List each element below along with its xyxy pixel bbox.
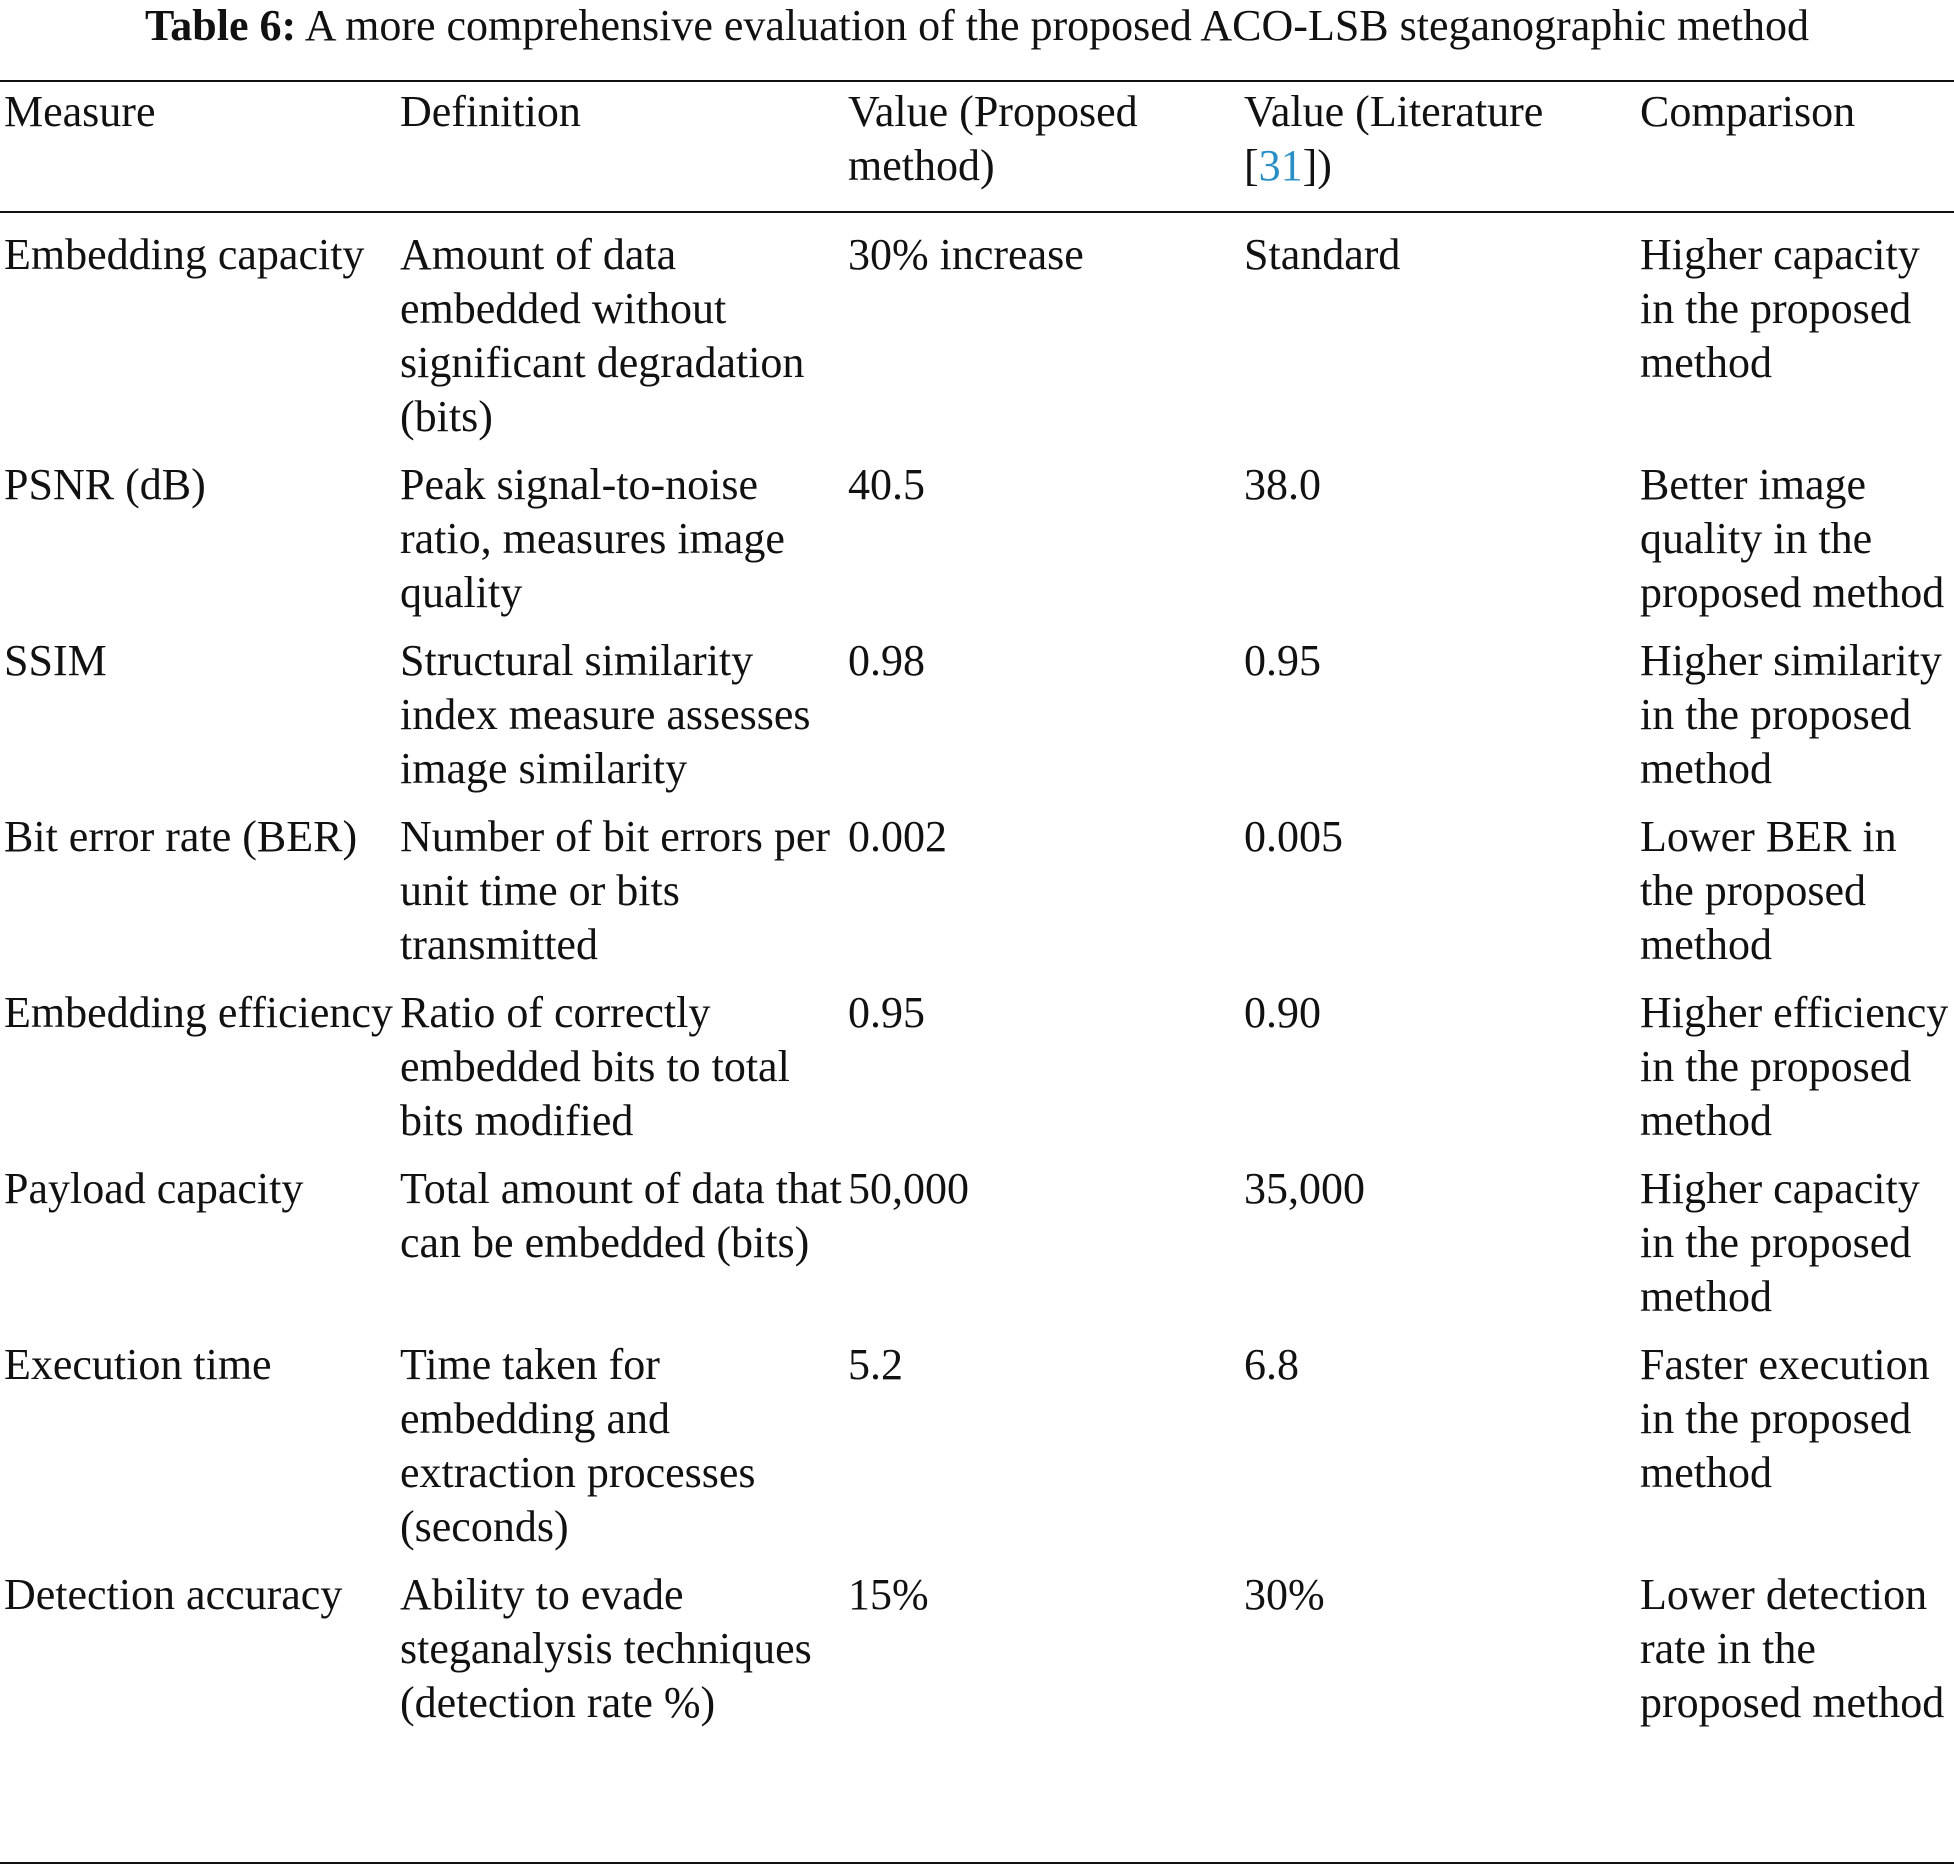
cell-comparison: Faster execution in the proposed method bbox=[1640, 1340, 1930, 1497]
cell-value-proposed: 5.2 bbox=[848, 1340, 903, 1389]
cell-value-literature: 0.005 bbox=[1244, 812, 1343, 861]
header-comparison: Comparison bbox=[1640, 87, 1856, 136]
citation-link-31[interactable]: 31 bbox=[1258, 141, 1303, 190]
cell-measure: Execution time bbox=[4, 1340, 272, 1389]
cell-measure: SSIM bbox=[4, 636, 107, 685]
header-measure: Measure bbox=[4, 87, 156, 136]
cell-value-literature: Standard bbox=[1244, 230, 1401, 279]
cell-definition: Structural similarity index measure assesses image similarity bbox=[400, 636, 811, 793]
cell-comparison: Higher similarity in the proposed method bbox=[1640, 636, 1942, 793]
cell-value-proposed: 0.95 bbox=[848, 988, 925, 1037]
cell-measure: Embedding efficiency bbox=[4, 988, 393, 1037]
cell-comparison: Higher capacity in the proposed method bbox=[1640, 1164, 1920, 1321]
cell-comparison: Lower BER in the proposed method bbox=[1640, 812, 1897, 969]
header-value-literature-suffix: ]) bbox=[1302, 141, 1332, 190]
table-row bbox=[0, 972, 1954, 1148]
cell-comparison: Higher efficiency in the proposed method bbox=[1640, 988, 1949, 1145]
table-header-row bbox=[0, 82, 1954, 214]
table-row bbox=[0, 444, 1954, 620]
cell-value-proposed: 15% bbox=[848, 1570, 929, 1619]
table-row bbox=[0, 1554, 1954, 1730]
table-caption-text: A more comprehensive evaluation of the proposed ACO-LSB steganographic method bbox=[304, 1, 1809, 50]
table-row bbox=[0, 1324, 1954, 1554]
table-row bbox=[0, 796, 1954, 972]
table-caption bbox=[0, 2, 1954, 50]
cell-definition: Peak signal-to-noise ratio, measures image quality bbox=[400, 460, 785, 617]
cell-definition: Ability to evade steganalysis techniques (detection rate %) bbox=[400, 1570, 812, 1727]
header-value-proposed: Value (Proposed method) bbox=[848, 87, 1138, 190]
cell-value-literature: 30% bbox=[1244, 1570, 1325, 1619]
cell-definition: Time taken for embedding and extraction processes (seconds) bbox=[400, 1340, 756, 1551]
table-row bbox=[0, 214, 1954, 444]
cell-comparison: Better image quality in the proposed method bbox=[1640, 460, 1945, 617]
cell-definition: Number of bit errors per unit time or bits transmitted bbox=[400, 812, 831, 969]
cell-definition: Amount of data embedded without significant degradation (bits) bbox=[400, 230, 805, 441]
evaluation-table bbox=[0, 82, 1954, 1730]
table-caption-label: Table 6: bbox=[145, 1, 297, 50]
cell-value-literature: 6.8 bbox=[1244, 1340, 1299, 1389]
cell-measure: Embedding capacity bbox=[4, 230, 365, 279]
table-row bbox=[0, 1148, 1954, 1324]
cell-measure: Payload capacity bbox=[4, 1164, 304, 1213]
cell-measure: Bit error rate (BER) bbox=[4, 812, 358, 861]
cell-comparison: Lower detection rate in the proposed method bbox=[1640, 1570, 1945, 1727]
cell-value-literature: 0.90 bbox=[1244, 988, 1321, 1037]
cell-value-literature: 0.95 bbox=[1244, 636, 1321, 685]
cell-definition: Total amount of data that can be embedded (bits) bbox=[400, 1164, 842, 1267]
header-definition: Definition bbox=[400, 87, 581, 136]
cell-measure: PSNR (dB) bbox=[4, 460, 206, 509]
header-value-literature bbox=[1240, 82, 1636, 214]
cell-definition: Ratio of correctly embedded bits to total bits modified bbox=[400, 988, 790, 1145]
cell-value-proposed: 0.002 bbox=[848, 812, 947, 861]
table-row bbox=[0, 620, 1954, 796]
cell-value-proposed: 50,000 bbox=[848, 1164, 969, 1213]
cell-value-literature: 38.0 bbox=[1244, 460, 1321, 509]
cell-comparison: Higher capacity in the proposed method bbox=[1640, 230, 1920, 387]
header-value-literature-prefix: Value (Literature [ bbox=[1244, 87, 1544, 190]
cell-value-proposed: 30% increase bbox=[848, 230, 1084, 279]
cell-value-literature: 35,000 bbox=[1244, 1164, 1365, 1213]
cell-value-proposed: 0.98 bbox=[848, 636, 925, 685]
table-bottom-rule bbox=[0, 1862, 1954, 1864]
cell-value-proposed: 40.5 bbox=[848, 460, 925, 509]
cell-measure: Detection accuracy bbox=[4, 1570, 343, 1619]
